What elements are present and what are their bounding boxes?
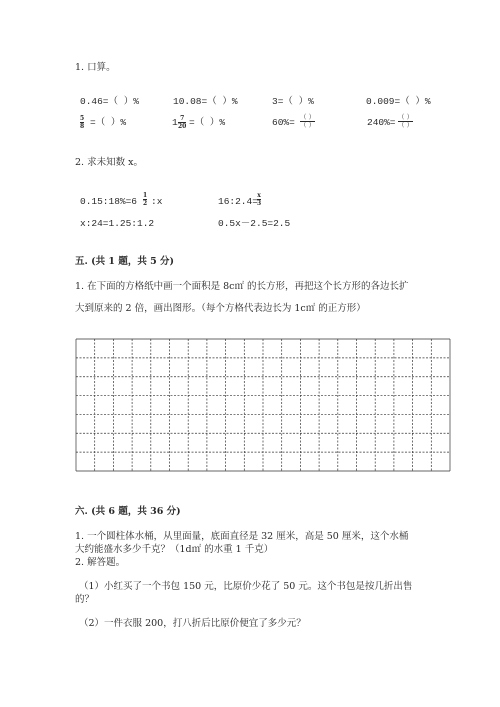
q1-item-2: 10.08=（ ）%: [173, 96, 238, 107]
q2-title: 2. 求未知数 x。: [75, 157, 143, 168]
q1-item-5-fraction: 5 8: [80, 115, 85, 130]
section-5-question-line-1: 1. 在下面的方格纸中画一个面积是 8c㎡ 的长方形，再把这个长方形的各边长扩: [75, 281, 409, 292]
q1-item-6-whole: 1: [172, 117, 178, 128]
q2-eq-a-right: :x: [151, 196, 163, 207]
q2-eq-d: 0.5x－2.5=2.5: [218, 218, 291, 229]
square-grid-paper[interactable]: [75, 338, 451, 472]
section-6-q1-line-1: 1. 一个圆柱体水桶，从里面量，底面直径是 32 厘米，高是 50 厘米，这个水桶: [75, 531, 409, 542]
q2-eq-b-fraction: x 3: [257, 192, 262, 207]
q1-item-7-left: 60%=: [272, 117, 295, 128]
section-5-heading: 五. (共 1 题，共 5 分): [75, 256, 175, 267]
section-6-q1-line-2: 大约能盛水多少千克？（1d㎡ 的水重 1 千克）: [75, 544, 274, 555]
section-6-sub1-line-1: （1）小红买了一个书包 150 元，比原价少花了 50 元。这个书包是按几折出售: [79, 581, 413, 592]
section-6-heading: 六. (共 6 题，共 36 分): [75, 506, 181, 517]
q2-eq-c: x:24=1.25:1.2: [80, 218, 155, 229]
q1-item-8-fraction: （ ） （ ）: [398, 113, 414, 129]
q1-title: 1. 口算。: [75, 62, 116, 73]
q2-eq-b-left: 16:2.4=: [218, 196, 258, 207]
q1-item-6-fraction: 7 20: [178, 115, 187, 130]
q1-item-8-left: 240%=: [367, 117, 396, 128]
section-5-question-line-2: 大到原来的 2 倍，画出图形。（每个方格代表边长为 1c㎡ 的正方形）: [75, 303, 366, 314]
section-6-sub1-line-2: 的？: [75, 594, 95, 605]
section-6-q2-title: 2. 解答题。: [75, 557, 126, 568]
q1-item-1: 0.46=（ ）%: [80, 96, 139, 107]
q1-item-7-fraction: （ ） （ ）: [300, 113, 316, 129]
q1-item-6-rest: =（ ）%: [189, 117, 226, 128]
q1-item-4: 0.009=（ ）%: [366, 96, 431, 107]
q1-item-3: 3=（ ）%: [272, 96, 314, 107]
q1-item-5-rest: =（ ）%: [90, 117, 127, 128]
q2-eq-a-left: 0.15:18%=6: [80, 196, 138, 207]
section-6-sub2: （2）一件衣服 200，打八折后比原价便宜了多少元？: [79, 618, 306, 629]
q2-eq-a-fraction: 1 2: [143, 192, 148, 207]
